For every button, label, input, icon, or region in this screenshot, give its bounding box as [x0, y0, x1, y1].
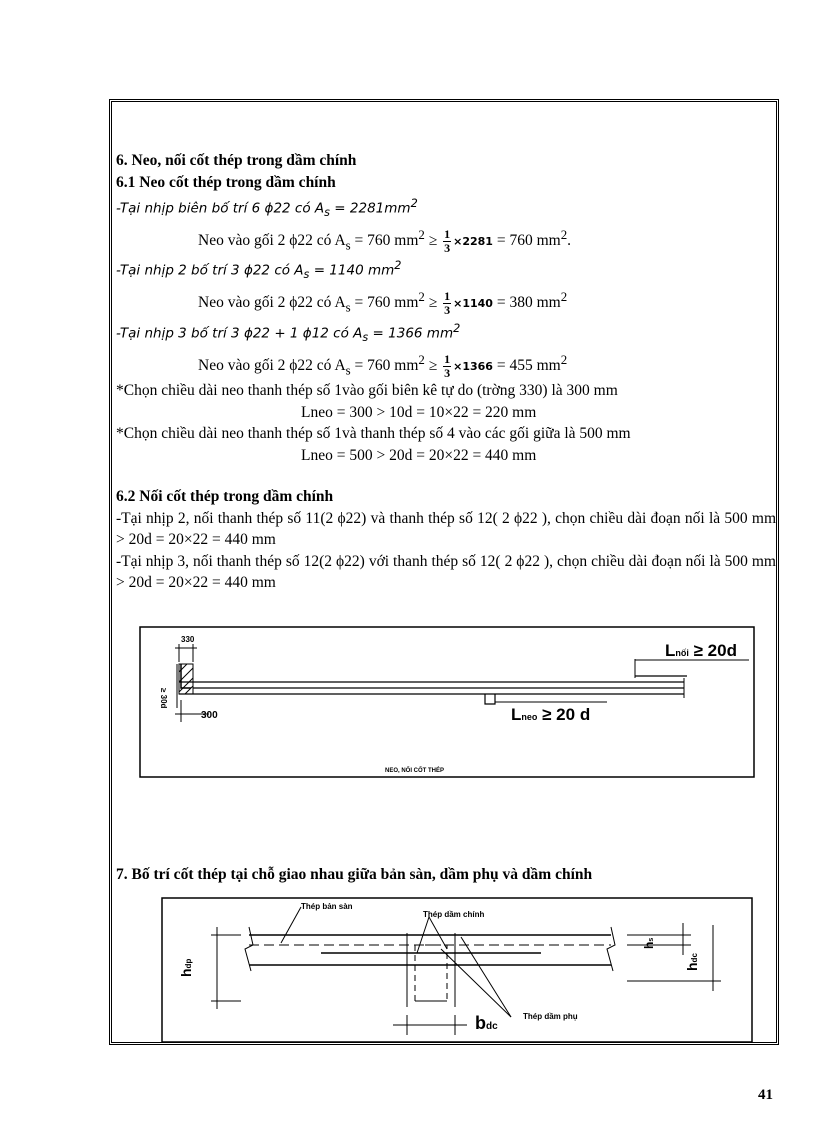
fraction: $\frac{1}{3}$	[444, 289, 451, 318]
dim-330: 330	[181, 635, 195, 644]
case-2-check: Neo vào gối 2 ϕ22 có $A_s = 760$ $mm^2$ ≥ $\frac{1}{3}$ ×1140 = 380 $mm^2$	[198, 289, 568, 318]
case-2-intro: -Tại nhịp 2 bố trí 3 ϕ22 có $A_s = 1140$ $mm^2$	[116, 259, 402, 282]
slab-steel-label: Thép bản sàn	[301, 902, 353, 911]
section-6-title: 6. Neo, nối cốt thép trong dầm chính	[116, 152, 357, 169]
case-1-check: Neo vào gối 2 ϕ22 có $A_s = 760$ $mm^2$ ≥ $\frac{1}{3}$ ×2281 = 760 $mm^2$.	[198, 226, 572, 255]
choose-anchor-1: *Chọn chiều dài neo thanh thép số 1vào gối biên kê tự do (trờng 330) là 300 mm	[116, 382, 618, 400]
section-7-title: 7. Bố trí cốt thép tại chỗ giao nhau giữa bản sàn, dầm phụ và dầm chính	[116, 866, 593, 883]
dim-30d: ≥ 30d	[159, 688, 168, 709]
dim-300: 300	[201, 710, 218, 721]
bdc-label: bdc	[475, 1013, 498, 1033]
case-3-check: Neo vào gối 2 ϕ22 có $A_s = 760$ $mm^2$ ≥ $\frac{1}{3}$ ×1366 = 455 $mm^2$	[198, 351, 568, 380]
diagram1-caption: NEO, NỐI CỐT THÉP	[385, 768, 445, 774]
secondary-beam-steel-label: Thép dầm phụ	[523, 1012, 578, 1021]
lneo-1: Lneo = 300 > 10d = 10×22 = 220 mm	[301, 403, 537, 421]
page-number: 41	[758, 1087, 773, 1103]
hs-label: hs	[642, 937, 656, 949]
intersection-diagram	[161, 897, 753, 1043]
anchorage-diagram	[139, 626, 755, 778]
section-6	[116, 150, 776, 594]
main-beam-steel-label: Thép dầm chính	[423, 910, 485, 919]
section-6-1-title: 6.1 Neo cốt thép trong dầm chính	[116, 173, 336, 191]
hdc-label: hdc	[684, 953, 700, 971]
case-1-intro: -Tại nhịp biên bố trí 6 ϕ22 có $A_s = 2281mm^2$	[116, 197, 418, 220]
splice-2: -Tại nhịp 3, nối thanh thép số 12(2 ϕ22) với thanh thép số 12( 2 ϕ22 ), chọn chiều dài đoạn nối là 500 mm > 20d = 20×22 = 440 mm	[116, 552, 776, 592]
choose-anchor-2: *Chọn chiều dài neo thanh thép số 1và thanh thép số 4 vào các gối giữa là 500 mm	[116, 425, 631, 443]
splice-1: -Tại nhịp 2, nối thanh thép số 11(2 ϕ22) và thanh thép số 12( 2 ϕ22 ), chọn chiều dài đoạn nối là 500 mm > 20d = 20×22 = 440 mm	[116, 509, 776, 549]
lneo-label: Lneo ≥ 20 d	[511, 705, 591, 724]
section-6-2-title: 6.2 Nối cốt thép trong dầm chính	[116, 488, 334, 506]
hdp-label: hdp	[178, 958, 194, 977]
lnoi-label: Lnối ≥ 20d	[665, 641, 737, 660]
fraction: $\frac{1}{3}$	[444, 226, 451, 255]
fraction: $\frac{1}{3}$	[444, 351, 451, 380]
lneo-2: Lneo = 500 > 20d = 20×22 = 440 mm	[301, 446, 537, 464]
case-3-intro: -Tại nhịp 3 bố trí 3 ϕ22 + 1 ϕ12 có $A_s = 1366$ $mm^2$	[116, 321, 461, 345]
